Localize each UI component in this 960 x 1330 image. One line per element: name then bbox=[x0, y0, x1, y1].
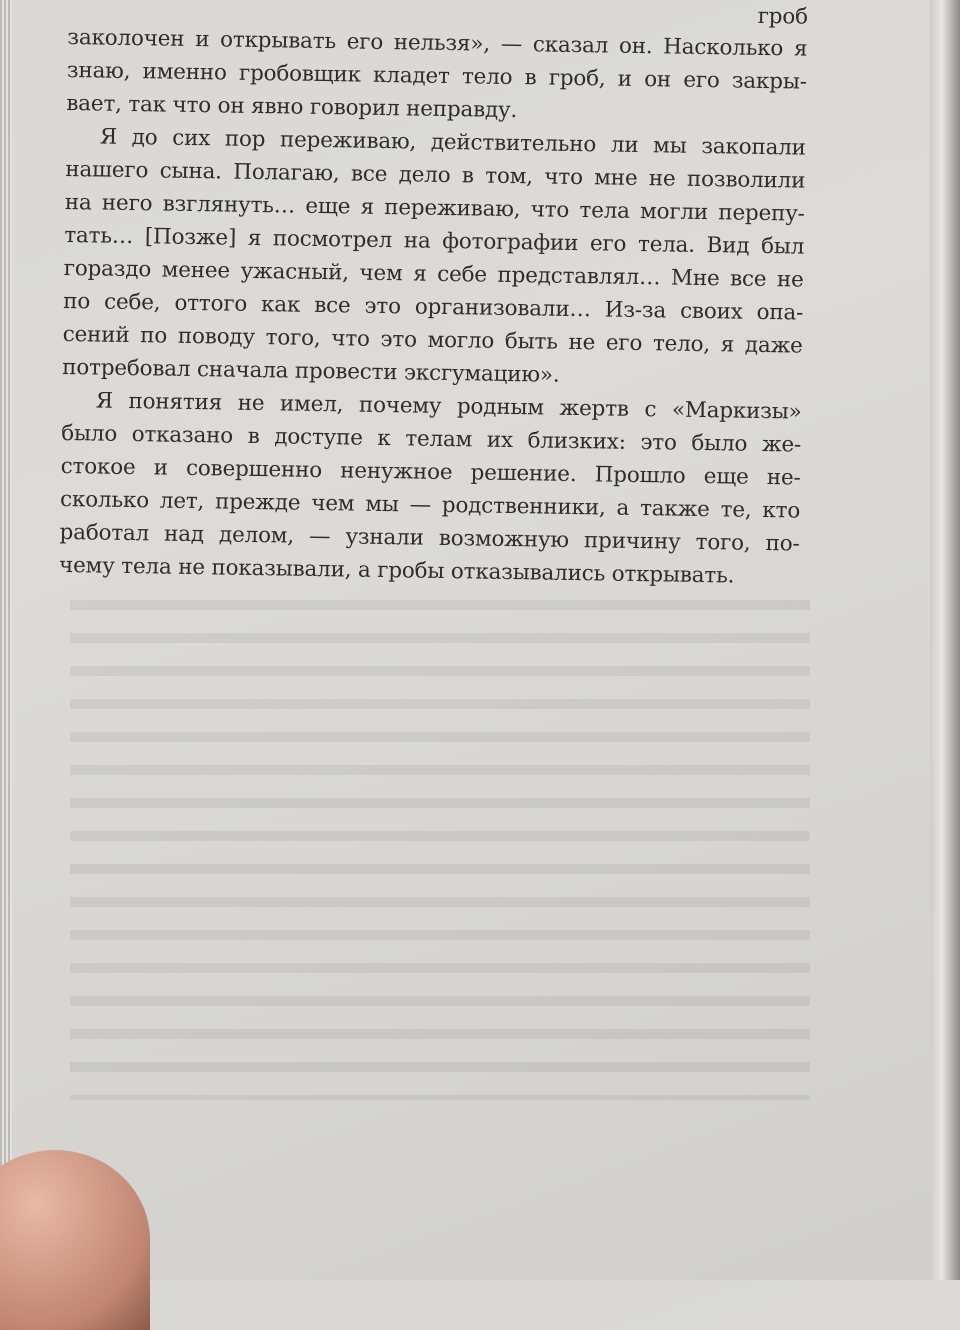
text-line: гораздо менее ужасный, чем я себе представлял… Мне все не bbox=[63, 255, 804, 293]
thumb bbox=[0, 1150, 150, 1330]
text-line: стокое и совершенно ненужное решение. Прошло еще не- bbox=[60, 453, 801, 491]
book-right-edge bbox=[930, 0, 960, 1280]
text-line: Я понятия не имел, почему родным жертв с «Маркизы» bbox=[95, 388, 802, 425]
show-through-text bbox=[70, 600, 810, 1100]
partial-top-line: гроб bbox=[757, 3, 809, 30]
text-line: по себе, оттого как все это организовали… Из-за своих опа- bbox=[63, 288, 804, 326]
page-stack-edge bbox=[0, 0, 12, 1280]
text-line: нашего сына. Полагаю, все дело в том, что мне не позволили bbox=[65, 156, 806, 194]
text-line: было отказано в доступе к телам их близких: это было же- bbox=[60, 420, 802, 458]
text-line: вает, так что он явно говорил неправду. bbox=[66, 90, 518, 124]
text-line: чему тела не показывали, а гробы отказывались открывать. bbox=[58, 552, 735, 589]
text-line: на него взглянуть… еще я переживаю, что тела могли перепу- bbox=[64, 189, 805, 227]
text-line: потребовал сначала провести эксгумацию». bbox=[62, 354, 560, 388]
text-line: сений по поводу того, что это могло быть не его тело, я даже bbox=[62, 321, 803, 359]
text-line: знаю, именно гробовщик кладет тело в гроб, и он его закры- bbox=[66, 57, 807, 95]
text-line: заколочен и открывать его нельзя», — сказал он. Насколько я bbox=[67, 24, 808, 62]
text-line: тать… [Позже] я посмотрел на фотографии его тела. Вид был bbox=[64, 222, 805, 260]
text-line: сколько лет, прежде чем мы — родственники, а также те, кто bbox=[59, 486, 801, 524]
book-page-text bbox=[58, 0, 809, 589]
text-line: Я до сих пор переживаю, действительно ли мы закопали bbox=[99, 124, 806, 161]
text-line: работал над делом, — узнали возможную причину того, по- bbox=[59, 519, 800, 557]
